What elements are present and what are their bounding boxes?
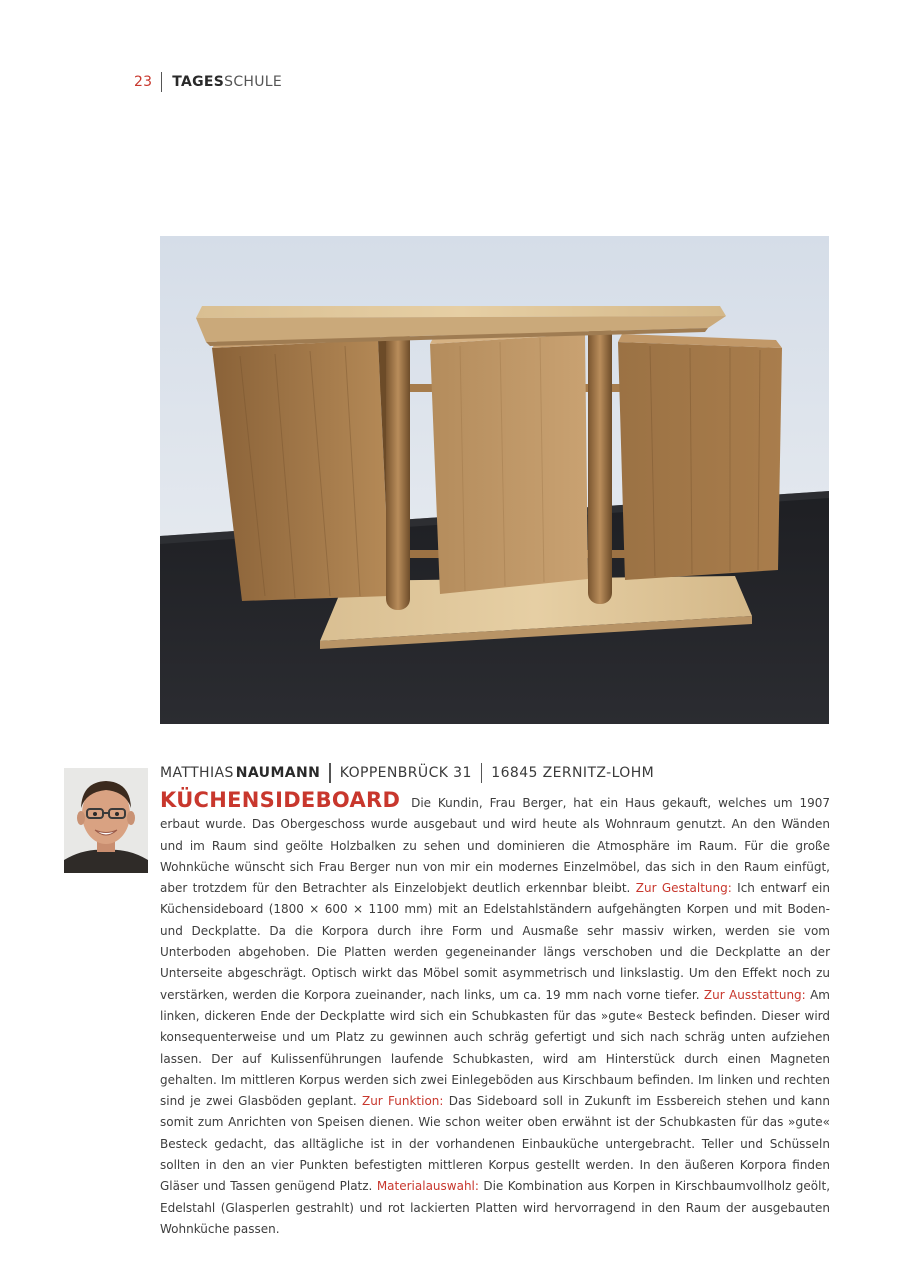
subhead-gestaltung: Zur Gestaltung: <box>635 881 732 896</box>
running-head-divider <box>161 72 162 92</box>
author-last-name: NAUMANN <box>235 765 321 781</box>
subhead-materialauswahl: Materialauswahl: <box>376 1179 479 1194</box>
section-title-bold: TAGES <box>172 74 225 90</box>
author-first-name: MATTHIAS <box>160 765 234 781</box>
author-city: 16845 ZERNITZ-LOHM <box>491 765 655 781</box>
byline-divider <box>329 763 331 783</box>
running-head <box>134 72 282 92</box>
article-body <box>160 790 830 1240</box>
author-street: KOPPENBRÜCK 31 <box>339 765 472 781</box>
sideboard-photo <box>160 236 829 724</box>
author-portrait <box>64 768 148 873</box>
article-intro: Die Kundin, Frau Berger, hat ein Haus gekauft, welches um 1907 erbaut wurde. Das Obergeschoss wurde ausgebaut und wird heute als Wohnraum genutzt. An den Wänden und im Raum sind geölte Holzbalken zu sehen und dominieren die Atmosphäre im Raum. Für die große Wohnküche wünscht sich Frau Berger nun von mir ein modernes Einzelmöbel, das sich in den Raum einfügt, aber trotzdem für den Betrachter als Einzelobjekt deutlich erkennbar bleibt. <box>160 796 830 896</box>
article-title: KÜCHENSIDEBOARD <box>160 788 401 812</box>
page-number: 23 <box>134 74 153 90</box>
subhead-ausstattung: Zur Ausstattung: <box>703 987 806 1002</box>
author-byline <box>160 763 654 783</box>
paragraph-materialauswahl: Die Kombination aus Korpen in Kirschbaumvollholz geölt, Edelstahl (Glasperlen gestrahlt) und rot lackierten Platten wird hervorragend in den Raum der ausgebauten Wohnküche passen. <box>160 1179 831 1236</box>
paragraph-ausstattung: Am linken, dickeren Ende der Deckplatte wird sich ein Schubkasten für das »gute« Besteck befinden. Dieser wird konsequenterweise und um Platz zu gewinnen auch schräg gefertigt und sich nach schräg unten aufziehen lassen. Der auf Kulissenführungen laufende Schubkasten, wird am Hinterstück durch einen Magneten gehalten. Im mittleren Korpus werden sich zwei Einlegeböden aus Kirschbaum befinden. Im linken und rechten sind je zwei Glasböden geplant. <box>160 987 830 1109</box>
section-title-light: SCHULE <box>224 74 283 90</box>
paragraph-funktion: Das Sideboard soll in Zukunft im Essbereich stehen und kann somit zum Anrichten von Speisen dienen. Wie schon weiter oben erwähnt ist der Schubkasten für das »gute« Besteck gedacht, das alltägliche ist in der vorhandenen Einbauküche untergebracht. Teller und Schüsseln sollten in den an vier Punkten befestigten mittleren Korpus gestellt werden. In den äußeren Korpora finden Gläser und Tassen genügend Platz. <box>160 1094 830 1194</box>
byline-divider <box>481 763 483 783</box>
paragraph-gestaltung: Ich entwarf ein Küchensideboard (1800 × 600 × 1100 mm) mit an Edelstahlständern aufgehängten Korpen und mit Boden- und Deckplatte. Da die Korpora durch ihre Form und Ausmaße sehr massiv wirken, werden sie vom Unterboden abgehoben. Die Platten werden gegeneinander längs verschoben und die Deckplatte an der Unterseite abgeschrägt. Optisch wirkt das Möbel somit asymmetrisch und linkslastig. Um den Effekt noch zu verstärken, werden die Korpora zueinander, nach links, um ca. 19 mm nach vorne tiefer. <box>160 881 830 1002</box>
subhead-funktion: Zur Funktion: <box>361 1094 444 1109</box>
